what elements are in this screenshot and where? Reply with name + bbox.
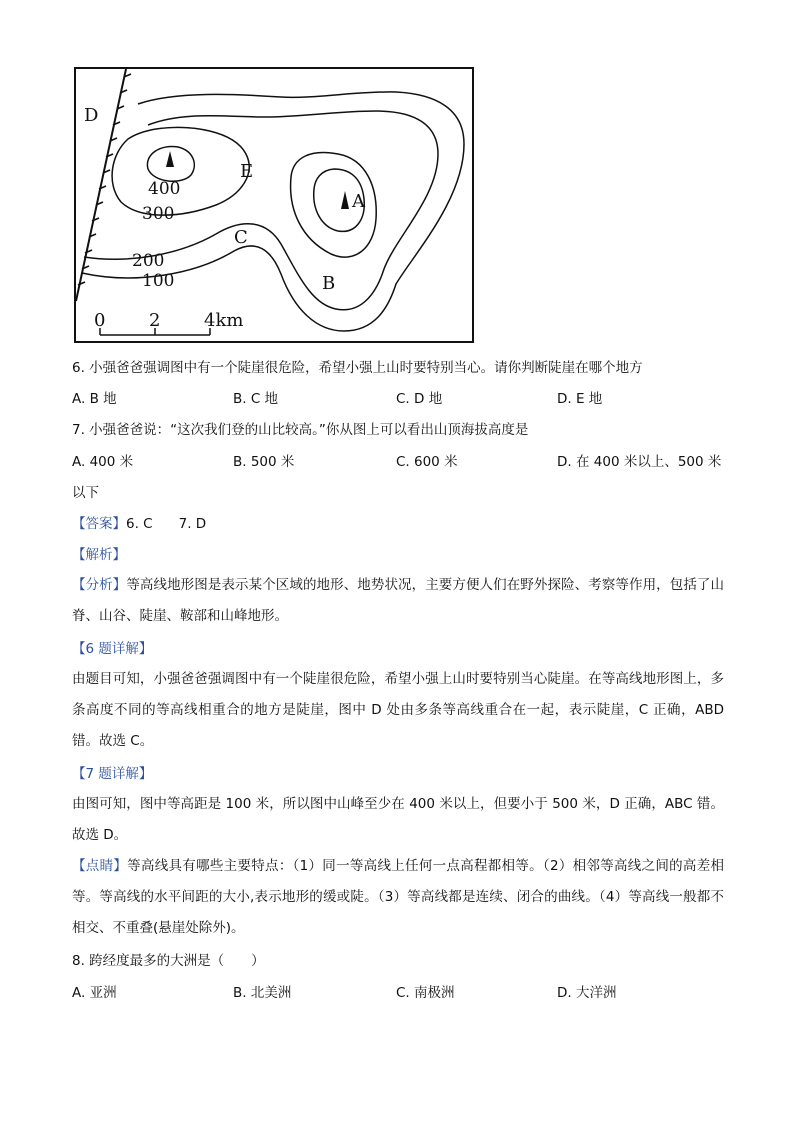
contour-300-left — [112, 127, 249, 215]
scale-tick-4km: 4km — [204, 310, 244, 331]
peak-marker-right — [341, 191, 349, 209]
q7-detail-text: 由图可知，图中等高距是 100 米，所以图中山峰至少在 400 米以上，但要小于 500 米，D 正确，ABC 错。故选 D。 — [72, 796, 724, 843]
dianjing — [72, 851, 724, 944]
contour-200 — [84, 111, 438, 310]
q8-option-a: A. 亚洲 — [72, 985, 117, 1001]
contour-label-400: 400 — [148, 179, 181, 199]
contour-map — [74, 67, 474, 343]
question-7: 7. 小强爸爸说：“这次我们登的山比较高。”你从图上可以看出山顶海拔高度是 — [72, 422, 529, 438]
label-c: C — [234, 227, 248, 248]
answer-line — [72, 514, 206, 534]
scale-bar — [94, 310, 243, 335]
label-e: E — [240, 161, 254, 182]
answer-tag: 【答案】 — [72, 516, 126, 532]
label-b: B — [322, 273, 336, 294]
question-6: 6. 小强爸爸强调图中有一个陡崖很危险，希望小强上山时要特别当心。请你判断陡崖在哪个地方 — [72, 360, 643, 376]
q7-option-c: C. 600 米 — [396, 454, 458, 470]
q6-detail-heading: 【6 题详解】 — [72, 641, 153, 657]
fenxi-text: 等高线地形图是表示某个区域的地形、地势状况，主要方便人们在野外探险、考察等作用，包括了山脊、山谷、陡崖、鞍部和山峰地形。 — [72, 577, 725, 624]
q7-option-d-continuation: 以下 — [72, 485, 99, 501]
q6-detail-text: 由题目可知，小强爸爸强调图中有一个陡崖很危险，希望小强上山时要特别当心陡崖。在等高线地形图上，多条高度不同的等高线相重合的地方是陡崖，图中 D 处由多条等高线重合在一起，表示陡崖，C 正确，ABD 错。故选 C。 — [72, 671, 724, 749]
cliff-line — [76, 69, 126, 301]
dianjing-text: 等高线具有哪些主要特点：（1）同一等高线上任何一点高程都相等。（2）相邻等高线之间的高差相等。等高线的水平间距的大小,表示地形的缓或陡。（3）等高线都是连续、闭合的曲线。（4）等高线一般都不相交、不重叠(悬崖处除外)。 — [72, 858, 724, 936]
q7-option-a: A. 400 米 — [72, 454, 134, 470]
q6-option-b: B. C 地 — [233, 391, 279, 407]
analysis-fenxi — [72, 570, 724, 632]
q7-option-d: D. 在 400 米以上、500 米 — [557, 454, 722, 470]
contour-label-200: 200 — [132, 251, 165, 271]
q7-detail-heading: 【7 题详解】 — [72, 766, 153, 782]
peak-marker-left — [166, 151, 174, 167]
dianjing-tag: 【点睛】 — [72, 858, 128, 874]
q6-option-d: D. E 地 — [557, 391, 603, 407]
answer-7: 7. D — [178, 516, 207, 532]
q8-option-c: C. 南极洲 — [396, 985, 455, 1001]
q6-option-a: A. B 地 — [72, 391, 117, 407]
question-8: 8. 跨经度最多的大洲是（ ） — [72, 953, 265, 969]
fenxi-tag: 【分析】 — [72, 577, 127, 593]
q8-option-b: B. 北美洲 — [233, 985, 292, 1001]
scale-tick-2: 2 — [149, 310, 161, 331]
q8-option-d: D. 大洋洲 — [557, 985, 617, 1001]
contour-label-300: 300 — [142, 204, 175, 224]
label-d: D — [84, 105, 99, 126]
label-a: A — [352, 191, 365, 212]
analysis-heading: 【解析】 — [72, 547, 126, 563]
scale-tick-0: 0 — [94, 310, 106, 331]
answer-6: 6. C — [126, 516, 153, 532]
contour-map-svg — [76, 69, 472, 341]
q7-option-b: B. 500 米 — [233, 454, 295, 470]
contour-label-100: 100 — [142, 271, 175, 291]
q6-option-c: C. D 地 — [396, 391, 443, 407]
